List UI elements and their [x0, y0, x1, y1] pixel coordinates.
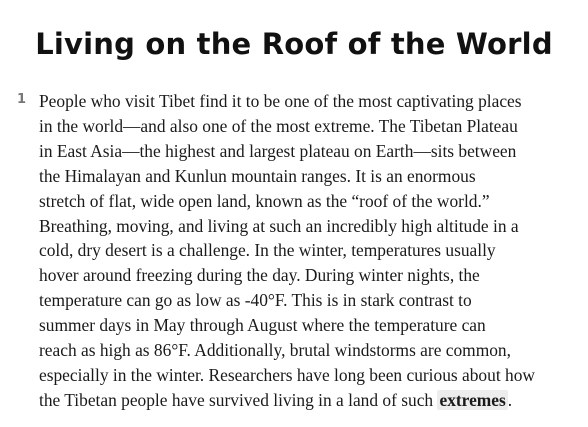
paragraph-line: the Himalayan and Kunlun mountain ranges. It is an enormous	[39, 165, 476, 186]
paragraph-line: especially in the winter. Researchers have long been curious about how	[39, 364, 535, 385]
paragraph-number: 1	[17, 92, 27, 107]
paragraph-line: Breathing, moving, and living at such an incredibly high altitude in a	[39, 215, 519, 236]
paragraph-line: People who visit Tibet find it to be one of the most captivating places	[39, 91, 522, 111]
paragraph-line-text: the Tibetan people have survived living in a land of such	[39, 389, 438, 410]
paragraph-line: summer days in May through August where the temperature can	[39, 315, 486, 336]
paragraph-line: temperature can go as low as -40°F. This is in stark contrast to	[39, 290, 472, 311]
paragraph-line: in East Asia—the highest and largest plateau on Earth—sits between	[39, 140, 517, 161]
final-punctuation: .	[507, 389, 513, 410]
paragraph-line: hover around freezing during the day. During winter nights, the	[39, 265, 480, 286]
paragraph-line: in the world—and also one of the most extreme. The Tibetan Plateau	[39, 115, 518, 136]
article-title: Living on the Roof of the World	[35, 27, 553, 61]
paragraph-line: cold, dry desert is a challenge. In the winter, temperatures usually	[39, 240, 496, 261]
paragraph-line: stretch of flat, wide open land, known as the “roof of the world.”	[39, 190, 490, 211]
paragraph-last-line	[39, 388, 535, 413]
paragraph-1	[39, 89, 535, 413]
paragraph-line: reach as high as 86°F. Additionally, brutal windstorms are common,	[39, 340, 511, 361]
vocabulary-word-extremes[interactable]: extremes	[439, 389, 506, 410]
